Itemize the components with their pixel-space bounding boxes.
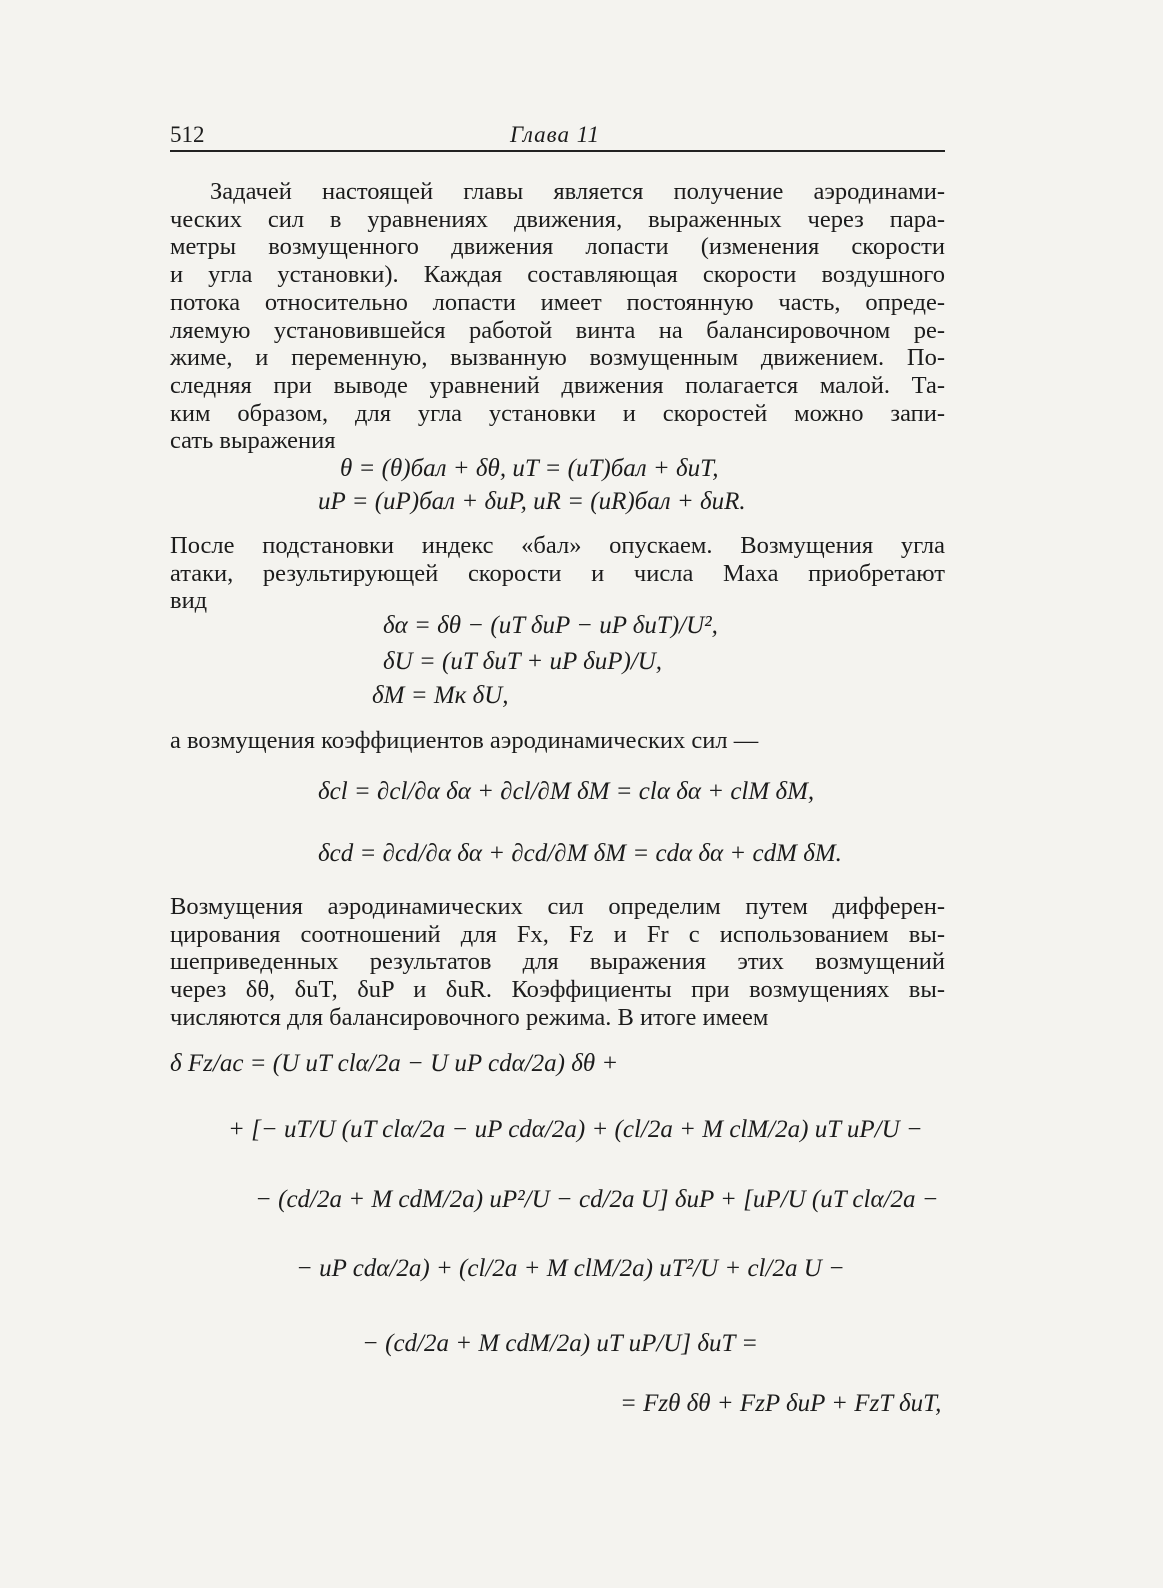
- page-header: [170, 120, 945, 152]
- text-line: цирования соотношений для Fx, Fz и Fr с использованием вы-: [170, 920, 945, 948]
- equation-delta-alpha: δα = δθ − (uT δuP − uP δuT)/U²,: [383, 612, 718, 639]
- text-line: вид: [170, 587, 208, 615]
- equation-delta-m: δM = Mк δU,: [372, 682, 509, 709]
- text-line: Возмущения аэродинамических сил определим путем дифферен-: [170, 893, 945, 920]
- text-line: жиме, и переменную, вызванную возмущенным движением. По-: [170, 344, 945, 372]
- text-line: потока относительно лопасти имеет постоянную часть, опреде-: [170, 288, 945, 316]
- text-line: следняя при выводе уравнений движения полагается малой. Та-: [170, 371, 945, 399]
- text-line: Задачей настоящей главы является получение аэродинами-: [210, 178, 945, 205]
- text-line: и угла установки). Каждая составляющая скорости воздушного: [170, 261, 945, 289]
- text-line: После подстановки индекс «бал» опускаем. Возмущения угла: [170, 532, 945, 559]
- equation-delta-u: δU = (uT δuT + uP δuP)/U,: [383, 648, 663, 675]
- equation-up-ur: uP = (uP)бал + δuP, uR = (uR)бал + δuR.: [318, 488, 746, 515]
- text-line: через δθ, δuT, δuP и δuR. Коэффициенты при возмущениях вы-: [170, 976, 945, 1004]
- paragraph-substitution: [170, 532, 945, 615]
- equation-delta-cd: δcd = ∂cd/∂α δα + ∂cd/∂M δM = cdα δα + cdM δM.: [318, 840, 842, 867]
- equation-fz-line-2: + [− uT/U (uT clα/2a − uP cdα/2a) + (cl/2a + M clM/2a) uT uP/U −: [228, 1116, 923, 1143]
- text-line: метры возмущенного движения лопасти (изменения скорости: [170, 233, 945, 261]
- text-line: шеприведенных результатов для выражения этих возмущений: [170, 948, 945, 976]
- text-line: а возмущения коэффициентов аэродинамических сил —: [170, 727, 759, 754]
- equation-theta-ut: θ = (θ)бал + δθ, uT = (uT)бал + δuT,: [340, 455, 719, 482]
- page-number: 512: [170, 122, 205, 147]
- text-line: ляемую установившейся работой винта на балансировочном ре-: [170, 316, 945, 344]
- equation-fz-line-3: − (cd/2a + M cdM/2a) uP²/U − cd/2a U] δuP + [uP/U (uT clα/2a −: [255, 1186, 939, 1213]
- equation-fz-line-6: = Fzθ δθ + FzP δuP + FzT δuT,: [620, 1390, 942, 1417]
- equation-fz-line-5: − (cd/2a + M cdM/2a) uT uP/U] δuT =: [362, 1330, 759, 1357]
- paragraph-intro: [170, 178, 945, 455]
- text-line: ким образом, для угла установки и скоростей можно запи-: [170, 399, 945, 427]
- paragraph-force-perturbations: [170, 893, 945, 1032]
- text-line: сать выражения: [170, 427, 336, 455]
- text-line: атаки, результирующей скорости и числа Маха приобретают: [170, 559, 945, 587]
- text-line: ческих сил в уравнениях движения, выраженных через пара-: [170, 205, 945, 233]
- text-line: числяются для балансировочного режима. В итоге имеем: [170, 1003, 769, 1031]
- equation-fz-line-1: δ Fz/ac = (U uT clα/2a − U uP cdα/2a) δθ +: [170, 1050, 619, 1077]
- paragraph-coefficients: [170, 727, 945, 755]
- equation-fz-line-4: − uP cdα/2a) + (cl/2a + M clM/2a) uT²/U + cl/2a U −: [296, 1255, 845, 1282]
- equation-delta-cl: δcl = ∂cl/∂α δα + ∂cl/∂M δM = clα δα + clM δM,: [318, 778, 815, 805]
- chapter-title: Глава 11: [510, 122, 601, 147]
